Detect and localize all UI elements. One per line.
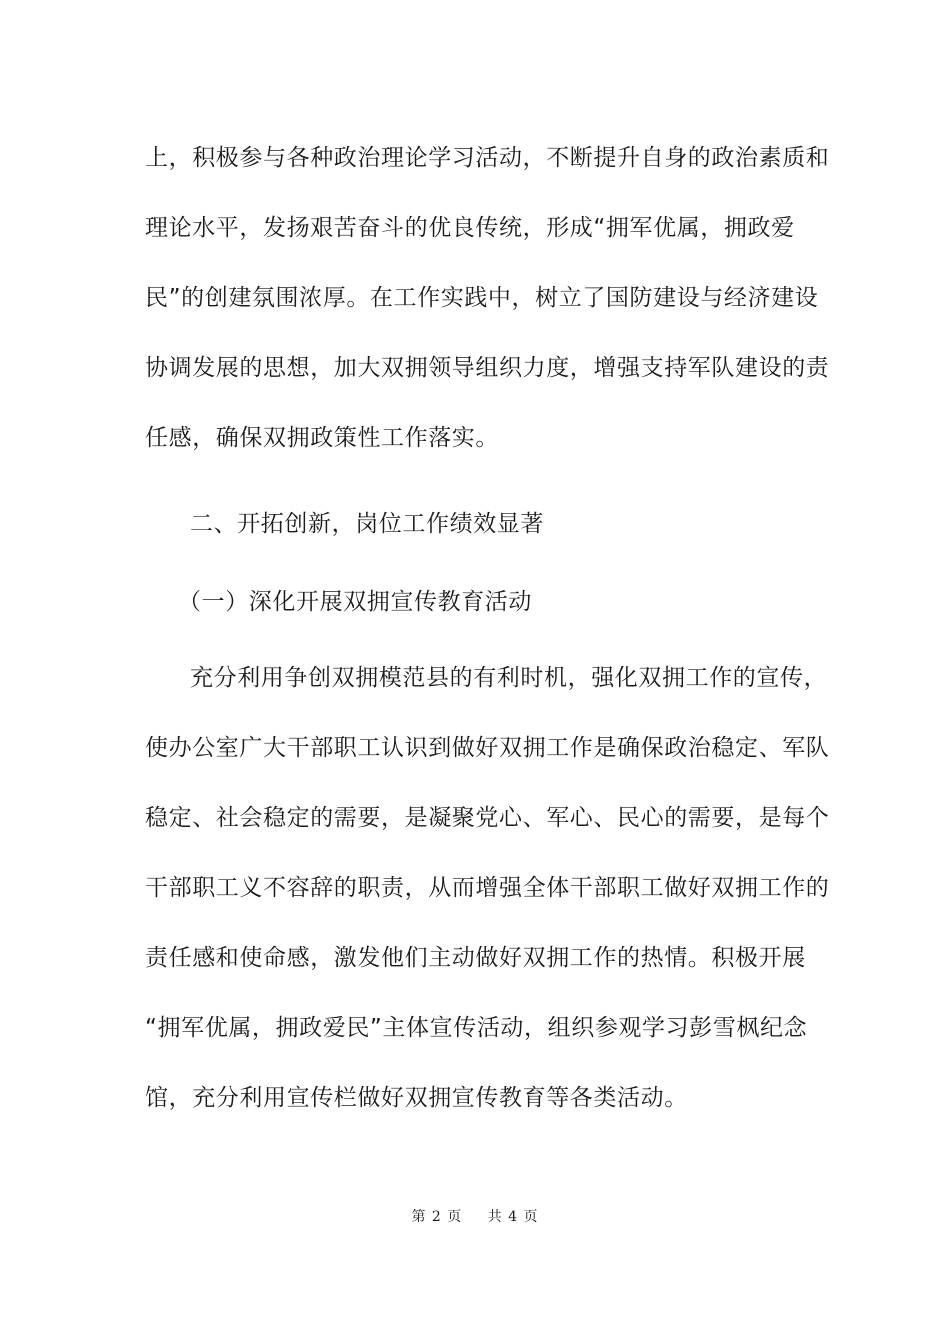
text-line: 干部职工义不容辞的职责，从而增强全体干部职工做好双拥工作的 xyxy=(145,875,830,901)
page-footer xyxy=(0,1208,950,1226)
text-line: 充分利用争创双拥模范县的有利时机，强化双拥工作的宣传， xyxy=(190,665,828,691)
text-line: 协调发展的思想，加大双拥领导组织力度，增强支持军队建设的责 xyxy=(145,355,830,381)
text-line: 理论水平，发扬艰苦奋斗的优良传统，形成“拥军优属，拥政爱 xyxy=(145,215,795,241)
text-line: 稳定、社会稳定的需要，是凝聚党心、军心、民心的需要，是每个 xyxy=(145,805,830,831)
page-number: 第 2 页 xyxy=(411,1209,463,1225)
section-heading: 二、开拓创新，岗位工作绩效显著 xyxy=(190,511,544,537)
text-line: 馆，充分利用宣传栏做好双拥宣传教育等各类活动。 xyxy=(145,1085,688,1111)
text-line: 责任感和使命感，激发他们主动做好双拥工作的热情。积极开展 xyxy=(145,945,806,971)
text-line: 上，积极参与各种政治理论学习活动，不断提升自身的政治素质和 xyxy=(145,145,830,171)
text-line: 任感，确保双拥政策性工作落实。 xyxy=(145,425,499,451)
text-line: 民”的创建氛围浓厚。在工作实践中，树立了国防建设与经济建设 xyxy=(145,285,819,311)
text-line: 使办公室广大干部职工认识到做好双拥工作是确保政治稳定、军队 xyxy=(145,735,830,761)
page-total: 共 4 页 xyxy=(487,1209,539,1225)
text-line: “拥军优属，拥政爱民”主体宣传活动，组织参观学习彭雪枫纪念 xyxy=(145,1015,808,1041)
subsection-heading: （一）深化开展双拥宣传教育活动 xyxy=(178,589,532,615)
